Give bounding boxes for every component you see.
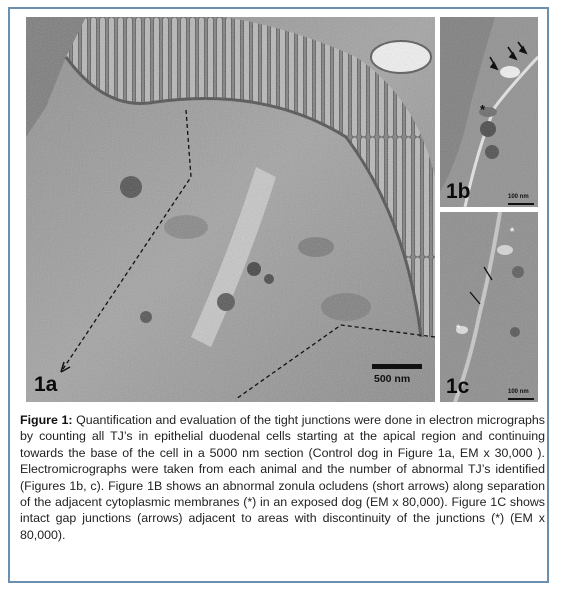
scale-bar-label-1a: 500 nm xyxy=(374,373,411,385)
micrograph-1b-image xyxy=(440,17,538,207)
scale-bar-1b xyxy=(508,203,534,205)
caption-lead: Figure 1: xyxy=(20,413,73,427)
junction-marker-1c-bottom: * xyxy=(456,323,461,335)
junction-marker-1c-top: * xyxy=(510,226,515,238)
micrograph-panel-1c xyxy=(440,212,538,402)
scale-bar-1c xyxy=(508,398,534,400)
figure-caption xyxy=(20,412,545,543)
scale-bar-label-1b: 100 nm xyxy=(508,194,529,200)
scale-bar-label-1c: 100 nm xyxy=(508,389,529,395)
micrograph-1c-image xyxy=(440,212,538,402)
membrane-marker-1b: * xyxy=(480,102,486,117)
panel-label-1b: 1b xyxy=(446,180,471,203)
scale-bar-1a xyxy=(372,364,422,369)
micrograph-panel-1a xyxy=(26,17,435,402)
panel-label-1c: 1c xyxy=(446,375,470,398)
panel-label-1a: 1a xyxy=(34,373,58,396)
caption-text: Quantification and evaluation of the tight junctions were done in electron micrographs by counting all TJ’s in epithelial duodenal cells starting at the apical region and continuing towards the base of the cell in a 5000 nm section (Control dog in Figure 1a, EM x 30,000 ). Electromicrographs were taken from each animal and the number of abnormal TJ’s identified (Figures 1b, c). Figure 1B shows an abnormal zonula ocludens (short arrows) along separation of the adjacent cytoplasmic membranes (*) in an exposed dog (EM x 80,000). Figure 1C shows intact gap junctions (arrows) adjacent to areas with discontinuity of the junctions (*) (EM x 80,000). xyxy=(20,413,545,542)
micrograph-1a-image xyxy=(26,17,435,402)
micrograph-panel-1b xyxy=(440,17,538,207)
